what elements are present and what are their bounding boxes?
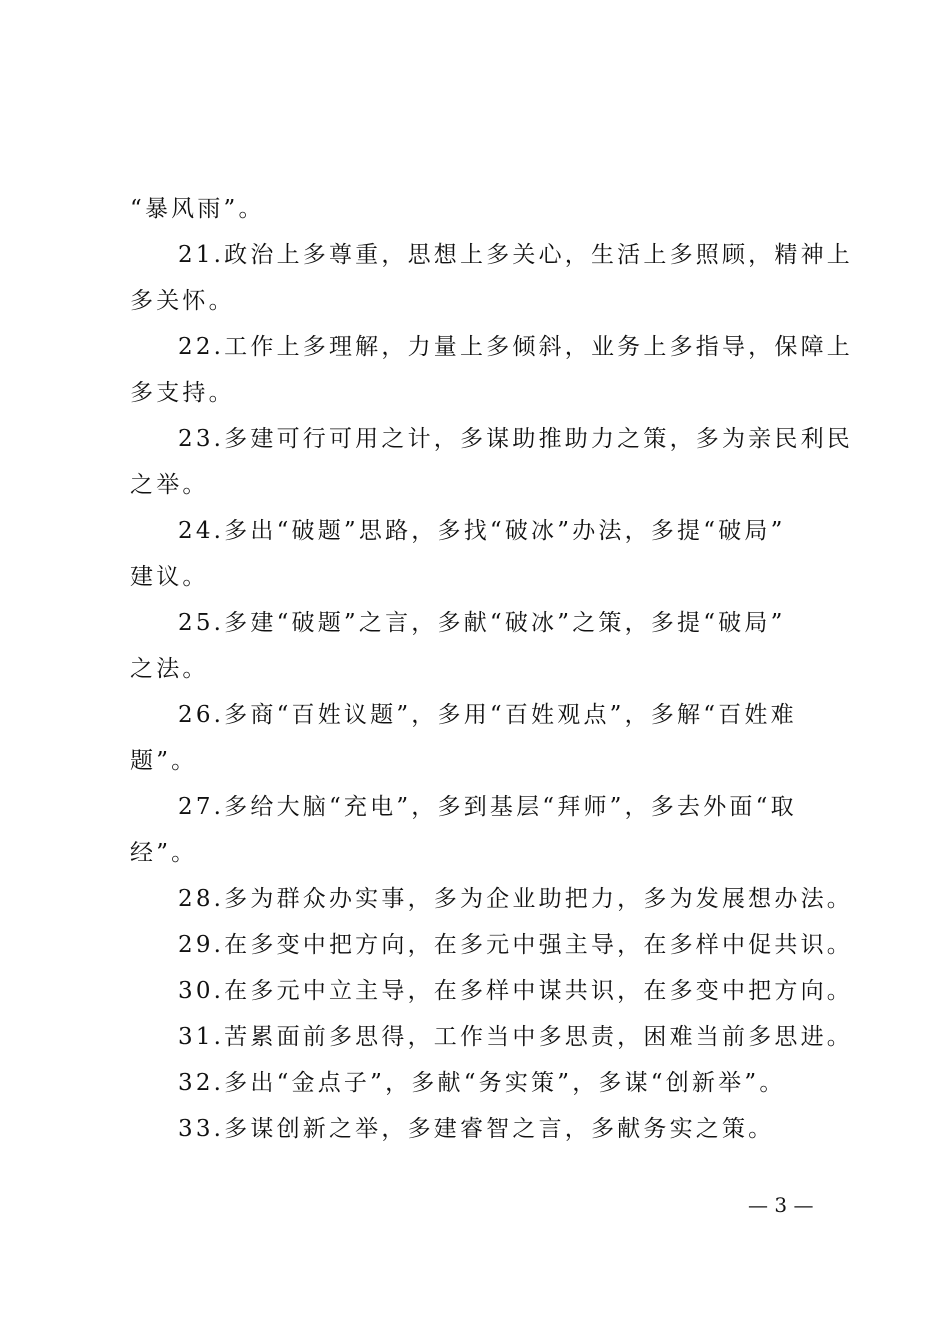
text-line: 之法。 [130, 656, 209, 682]
body-text [130, 186, 853, 1152]
text-line: 多支持。 [130, 380, 235, 406]
text-line: 33.多谋创新之举，多建睿智之言，多献务实之策。 [178, 1116, 775, 1142]
text-line: 之举。 [130, 472, 209, 498]
text-line: “暴风雨”。 [130, 196, 265, 222]
text-line: 经”。 [130, 840, 198, 866]
text-line: 27.多给大脑“充电”，多到基层“拜师”，多去外面“取 [178, 794, 797, 820]
text-line: 26.多商“百姓议题”，多用“百姓观点”，多解“百姓难 [178, 702, 797, 728]
text-line: 28.多为群众办实事，多为企业助把力，多为发展想办法。 [178, 886, 853, 912]
text-line: 30.在多元中立主导，在多样中谋共识，在多变中把方向。 [178, 978, 853, 1004]
text-line: 24.多出“破题”思路，多找“破冰”办法，多提“破局” [178, 518, 786, 544]
text-line: 21.政治上多尊重，思想上多关心，生活上多照顾，精神上 [178, 242, 853, 268]
text-line: 32.多出“金点子”，多献“务实策”，多谋“创新举”。 [178, 1070, 786, 1096]
text-line: 多关怀。 [130, 288, 235, 314]
text-line: 31.苦累面前多思得，工作当中多思责，困难当前多思进。 [178, 1024, 853, 1050]
text-line: 23.多建可行可用之计，多谋助推助力之策，多为亲民利民 [178, 426, 853, 452]
text-line: 25.多建“破题”之言，多献“破冰”之策，多提“破局” [178, 610, 786, 636]
text-line: 29.在多变中把方向，在多元中强主导，在多样中促共识。 [178, 932, 853, 958]
text-line: 题”。 [130, 748, 198, 774]
text-line: 建议。 [130, 564, 209, 590]
page-number: — 3 — [748, 1193, 814, 1217]
text-line: 22.工作上多理解，力量上多倾斜，业务上多指导，保障上 [178, 334, 853, 360]
